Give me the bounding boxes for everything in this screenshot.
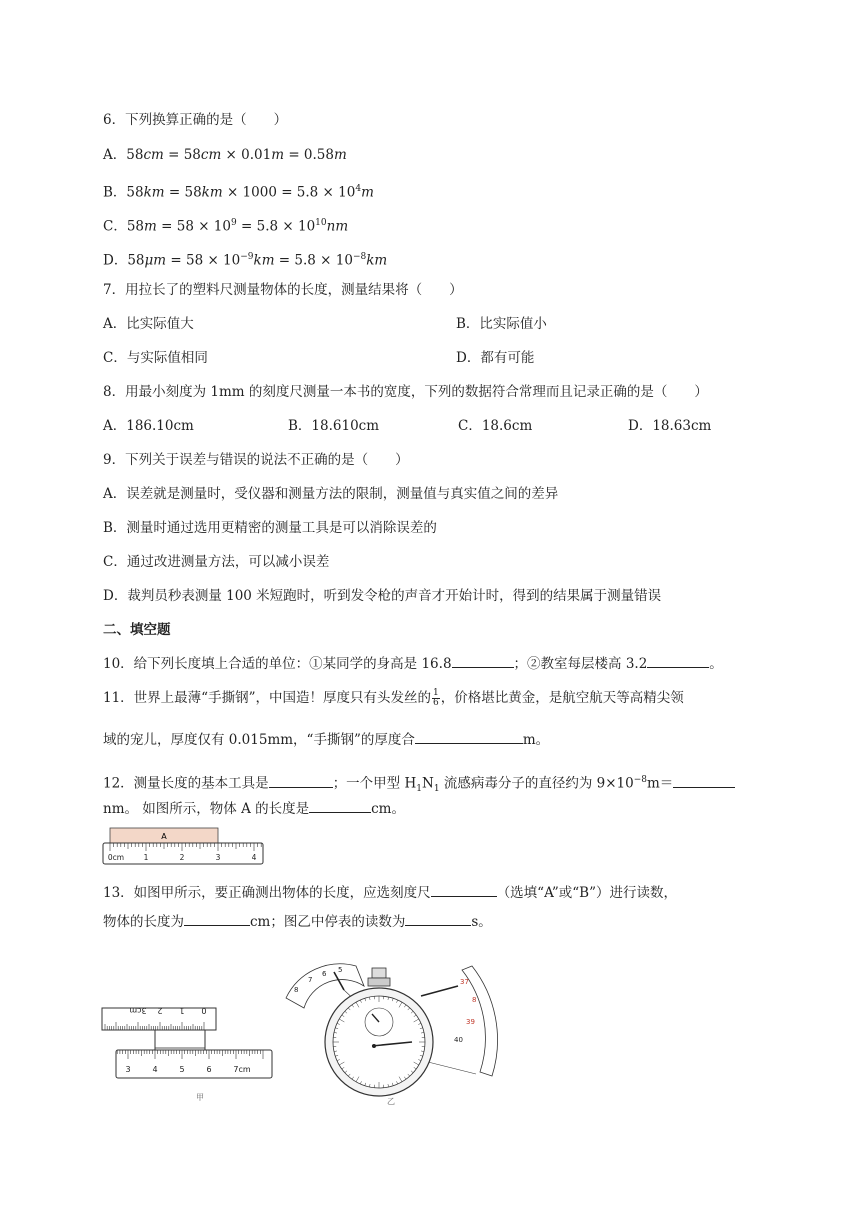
ruler-a-tick-label: 3cm	[129, 1006, 147, 1015]
block-a-label: A	[161, 832, 167, 841]
q6-option-a: A．58cm = 58cm × 0.01m = 0.58m	[103, 147, 347, 163]
ruler-b-tick-label: 4	[152, 1065, 158, 1074]
second-dial-label: 8	[472, 996, 477, 1004]
q12-blank-2[interactable]	[673, 775, 735, 788]
ruler-b-tick-label: 3	[125, 1065, 131, 1074]
q12-blank-1[interactable]	[269, 775, 333, 788]
ruler-figure-q12	[102, 826, 266, 868]
q8-stem: 8．用最小刻度为 1mm 的刻度尺测量一本书的宽度，下列的数据符合常理而且记录正确的是（ ）	[103, 384, 708, 400]
q13-blank-2[interactable]	[184, 913, 250, 926]
figure-jia-rulers	[100, 994, 275, 1104]
ruler-b-tick-label: 7cm	[233, 1065, 251, 1074]
second-dial-label: 39	[466, 1018, 475, 1026]
q8-option-a: A．186.10cm	[103, 418, 194, 434]
q12-tick-label: 3	[215, 853, 221, 862]
q11-blank[interactable]	[415, 731, 523, 744]
q8-option-c: C．18.6cm	[458, 418, 533, 434]
q12-blank-3[interactable]	[309, 800, 371, 813]
caption-yi: 乙	[387, 1097, 395, 1106]
q12-tick-label: 1	[143, 853, 149, 862]
ruler-b-tick-label: 5	[179, 1065, 185, 1074]
q7-option-c: C．与实际值相同	[103, 350, 208, 366]
minute-dial-label: 6	[322, 970, 327, 978]
q7-option-d: D．都有可能	[456, 350, 535, 366]
q6-stem: 6．下列换算正确的是（ ）	[103, 112, 288, 128]
minute-dial-label: 5	[338, 966, 343, 974]
fraction: $\frac{1}{6}$	[432, 688, 439, 708]
q7-option-a: A．比实际值大	[103, 316, 194, 332]
second-dial-label: 40	[454, 1036, 463, 1044]
q9-option-a: A．误差就是测量时，受仪器和测量方法的限制，测量值与真实值之间的差异	[103, 486, 559, 502]
q6-option-b: B．$58km = 58km \times 1000 = 5.8 \times 10^4m$	[103, 184, 374, 201]
q12-line2: nm。 如图所示，物体 A 的长度是 cm。	[103, 801, 405, 817]
q11-line1: 11．世界上最薄“手撕钢”，中国造！厚度只有头发丝的 $\frac{1}{6}$ ，价格堪比黄金，是航空航天等高精尖领	[103, 688, 684, 708]
q12-tick-label: 4	[251, 853, 257, 862]
minute-dial-label: 8	[294, 986, 299, 994]
q13-line2: 物体的长度为 cm；图乙中停表的读数为 s。	[103, 914, 492, 930]
minute-dial-label: 7	[308, 976, 313, 984]
q10: 10．给下列长度填上合适的单位：①某同学的身高是 16.8 ；②教室每层楼高 3.2 。	[103, 656, 723, 672]
q13-blank-1[interactable]	[431, 884, 497, 897]
second-dial-label: 37	[460, 978, 469, 986]
q7-stem: 7．用拉长了的塑料尺测量物体的长度，测量结果将（ ）	[103, 282, 463, 298]
q11-line2: 域的宠儿，厚度仅有 0.015mm，“手撕钢”的厚度合 m。	[103, 732, 550, 748]
q9-option-b: B．测量时通过选用更精密的测量工具是可以消除误差的	[103, 520, 437, 536]
q9-option-c: C．通过改进测量方法，可以减小误差	[103, 554, 330, 570]
q10-blank-1[interactable]	[452, 655, 514, 668]
q12-line1: 12．测量长度的基本工具是 ；一个甲型 $H_1N_1$ 流感病毒分子的直径约为 $9\times 10^{-8}m=$	[103, 771, 735, 798]
caption-jia: 甲	[196, 1093, 204, 1102]
q9-option-d: D．裁判员秒表测量 100 米短跑时，听到发令枪的声音才开始计时，得到的结果属于测量错误	[103, 588, 662, 604]
figure-yi-stopwatch	[284, 958, 499, 1106]
ruler-a-tick-label: 1	[179, 1006, 185, 1015]
q6-option-d: D．$58\mu m = 58 \times 10^{-9}km = 5.8 \times 10^{-8}km$	[103, 252, 388, 269]
ruler-b-tick-label: 6	[206, 1065, 212, 1074]
q10-blank-2[interactable]	[647, 655, 709, 668]
q7-option-b: B．比实际值小	[456, 316, 547, 332]
section-title: 二、填空题	[103, 622, 171, 638]
q8-option-b: B．18.610cm	[288, 418, 380, 434]
q12-tick-label: 0cm	[107, 853, 125, 862]
q9-stem: 9．下列关于误差与错误的说法不正确的是（ ）	[103, 452, 409, 468]
ruler-a-tick-label: 2	[157, 1006, 163, 1015]
q8-option-d: D．18.63cm	[628, 418, 712, 434]
q6-option-c: C．$58m = 58 \times 10^9 = 5.8 \times 10^{10}nm$	[103, 218, 349, 235]
q13-line1: 13．如图甲所示，要正确测出物体的长度，应选刻度尺 （选填“A”或“B”）进行读数，	[103, 885, 677, 901]
crown	[372, 968, 386, 978]
ruler-a-tick-label: 0	[201, 1006, 207, 1015]
measured-object	[155, 1030, 205, 1048]
q12-tick-label: 2	[179, 853, 185, 862]
q13-blank-3[interactable]	[405, 913, 471, 926]
